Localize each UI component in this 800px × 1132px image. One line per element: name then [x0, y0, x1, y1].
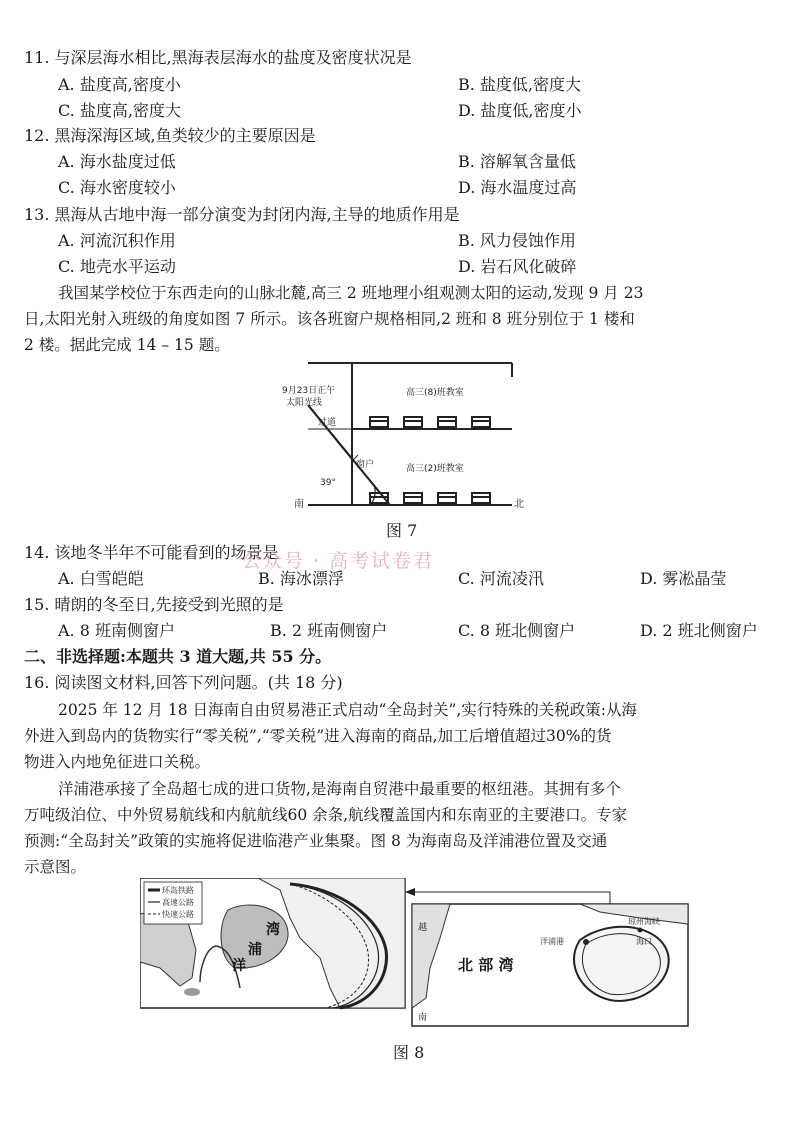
fig8-legend-highway: 高速公路 [162, 898, 194, 907]
q16-stem: 16. 阅读图文材料,回答下列问题。(共 18 分) [24, 673, 343, 692]
fig8-bay-char-1: 洋 [232, 958, 246, 974]
figure-8-map [140, 878, 690, 1028]
q14-option-b: B. 海冰漂浮 [258, 569, 344, 588]
intro-14-line-2: 日,太阳光射入班级的角度如图 7 所示。该各班窗户规格相同,2 班和 8 班分别位于 1 楼和 [24, 310, 635, 328]
fig8-bay-char-2: 浦 [248, 942, 262, 958]
figure-7-diagram [270, 355, 530, 515]
fig8-legend-express: 快速公路 [162, 910, 194, 919]
q11-option-d: D. 盐度低,密度小 [458, 101, 582, 120]
q14-option-c: C. 河流凌汛 [458, 569, 544, 588]
q13-option-b: B. 风力侵蚀作用 [458, 231, 576, 250]
section-2-heading: 二、非选择题:本题共 3 道大题,共 55 分。 [24, 647, 332, 666]
q16-p1-line-2: 外进入到岛内的货物实行“零关税”,“零关税”进入海南的商品,加工后增值超过30%的货 [24, 727, 612, 745]
q11-stem: 11. 与深层海水相比,黑海表层海水的盐度及密度状况是 [24, 48, 412, 67]
q11-option-a: A. 盐度高,密度小 [58, 75, 181, 94]
fig8-south: 南 [418, 1013, 428, 1023]
fig7-south: 南 [294, 499, 304, 510]
q12-option-d: D. 海水温度过高 [458, 178, 577, 197]
q14-stem: 14. 该地冬半年不可能看到的场景是 [24, 543, 279, 562]
figure-7-caption: 图 7 [386, 521, 418, 540]
q12-stem: 12. 黑海深海区域,鱼类较少的主要原因是 [24, 126, 316, 145]
q14-option-d: D. 雾凇晶莹 [640, 569, 727, 588]
q12-option-a: A. 海水盐度过低 [58, 152, 176, 171]
q15-option-d: D. 2 班北侧窗户 [640, 621, 758, 640]
q13-option-c: C. 地壳水平运动 [58, 257, 176, 276]
fig7-corridor: 过道 [318, 418, 337, 428]
fig7-angle: 39° [320, 478, 336, 488]
fig7-sun-label-1: 9月23日正午 [282, 386, 336, 396]
fig8-bay-char-3: 湾 [266, 922, 280, 938]
q15-option-a: A. 8 班南侧窗户 [58, 621, 175, 640]
fig7-north: 北 [514, 499, 524, 510]
q13-option-d: D. 岩石风化破碎 [458, 257, 577, 276]
fig7-class2: 高三(2)班教室 [406, 464, 464, 474]
fig8-haikou: 海口 [636, 937, 652, 946]
watermark: 公众号 · 高考试卷君 [242, 550, 435, 572]
fig8-haikou-dot [638, 928, 643, 933]
q16-p1-line-1: 2025 年 12 月 18 日海南自由贸易港正式启动“全岛封关”,实行特殊的关税政策:从海 [58, 701, 638, 719]
q16-p2-line-4: 示意图。 [24, 858, 87, 876]
q16-p2-line-3: 预测:“全岛封关”政策的实施将促进临港产业集聚。图 8 为海南岛及洋浦港位置及交通 [24, 832, 608, 850]
fig8-islet [184, 988, 200, 996]
q16-p2-line-2: 万吨级泊位、中外贸易航线和内航航线60 余条,航线覆盖国内和东南亚的主要港口。专家 [24, 806, 628, 824]
q13-stem: 13. 黑海从古地中海一部分演变为封闭内海,主导的地质作用是 [24, 205, 460, 224]
q13-option-a: A. 河流沉积作用 [58, 231, 176, 250]
q15-option-c: C. 8 班北侧窗户 [458, 621, 576, 640]
q15-option-b: B. 2 班南侧窗户 [270, 621, 388, 640]
q14-option-a: A. 白雪皑皑 [58, 569, 144, 588]
q11-option-b: B. 盐度低,密度大 [458, 75, 582, 94]
intro-14-line-3: 2 楼。据此完成 14 – 15 题。 [24, 336, 230, 354]
fig8-viet: 越 [418, 923, 428, 933]
q16-p2-line-1: 洋浦港承接了全岛超七成的进口货物,是海南自贸港中最重要的枢纽港。其拥有多个 [58, 780, 621, 798]
fig8-gulf: 北 部 湾 [458, 956, 514, 974]
fig7-sun-label-2: 太阳光线 [286, 398, 323, 408]
q16-p1-line-3: 物进入内地免征进口关税。 [24, 753, 211, 771]
q15-stem: 15. 晴朗的冬至日,先接受到光照的是 [24, 595, 284, 614]
fig8-yangpu-port: 洋浦港 [540, 937, 564, 946]
q12-option-c: C. 海水密度较小 [58, 178, 176, 197]
fig7-class8: 高三(8)班教室 [406, 388, 464, 398]
q12-option-b: B. 溶解氧含量低 [458, 152, 576, 171]
figure-8-caption: 图 8 [393, 1043, 425, 1062]
fig7-window: 窗户 [356, 460, 375, 470]
fig8-legend-rail: 环岛铁路 [162, 886, 194, 895]
q11-option-c: C. 盐度高,密度大 [58, 101, 181, 120]
fig8-yangpu-port-dot [583, 939, 589, 945]
intro-14-line-1: 我国某学校位于东西走向的山脉北麓,高三 2 班地理小组观测太阳的运动,发现 9 月 23 [58, 284, 644, 302]
fig8-qiongzhou: 琼州海峡 [628, 917, 660, 926]
